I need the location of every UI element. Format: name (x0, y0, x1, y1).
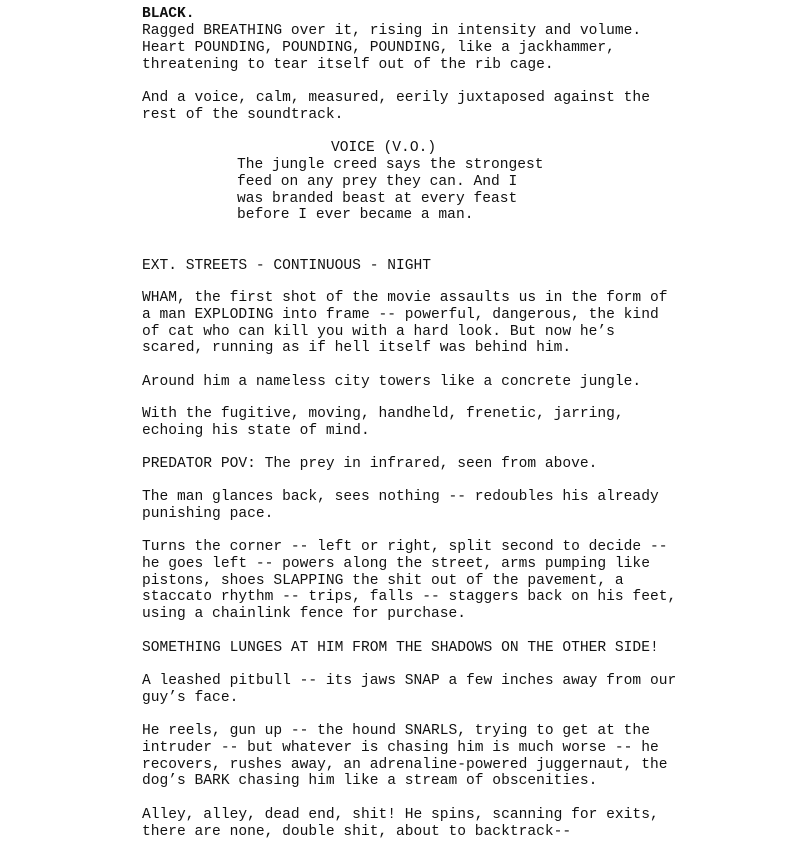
dialogue-character-name: VOICE (V.O.) (331, 140, 437, 156)
action-paragraph-pitbull: A leashed pitbull -- its jaws SNAP a few inches away from our guy’s face. (142, 673, 677, 706)
action-paragraph-breathing: Ragged BREATHING over it, rising in intensity and volume. Heart POUNDING, POUNDING, POUNDING, like a jackhammer, threatening to tear itself out of the rib cage. (142, 23, 642, 73)
action-paragraph-city: Around him a nameless city towers like a concrete jungle. (142, 374, 642, 390)
action-paragraph-voice: And a voice, calm, measured, eerily juxtaposed against the rest of the soundtrack. (142, 90, 650, 123)
action-paragraph-glances: The man glances back, sees nothing -- redoubles his already punishing pace. (142, 489, 659, 522)
opening-slug: BLACK. (142, 6, 195, 22)
action-paragraph-lunges: SOMETHING LUNGES AT HIM FROM THE SHADOWS ON THE OTHER SIDE! (142, 640, 659, 656)
dialogue-text: The jungle creed says the strongest feed on any prey they can. And I was branded beast at every feast before I ever became a man. (237, 157, 544, 224)
action-paragraph-wham: WHAM, the first shot of the movie assaults us in the form of a man EXPLODING into frame -- powerful, dangerous, the kind of cat who can kill you with a hard look. But now he’s scared, running as if hell itself was behind him. (142, 290, 668, 357)
action-paragraph-pov: PREDATOR POV: The prey in infrared, seen from above. (142, 456, 598, 472)
action-paragraph-corner: Turns the corner -- left or right, split second to decide -- he goes left -- powers along the street, arms pumping like pistons, shoes SLAPPING the shit out of the pavement, a staccato rhythm -- trips, falls -- staggers back on his feet, using a chainlink fence for purchase. (142, 539, 677, 623)
scene-heading: EXT. STREETS - CONTINUOUS - NIGHT (142, 258, 432, 274)
action-paragraph-reels: He reels, gun up -- the hound SNARLS, trying to get at the intruder -- but whatever is chasing him is much worse -- he recovers, rushes away, an adrenaline-powered juggernaut, the dog’s BARK chasing him like a stream of obscenities. (142, 723, 668, 790)
action-paragraph-fugitive: With the fugitive, moving, handheld, frenetic, jarring, echoing his state of mind. (142, 406, 624, 439)
action-paragraph-alley: Alley, alley, dead end, shit! He spins, scanning for exits, there are none, double shit, about to backtrack-- (142, 807, 659, 840)
